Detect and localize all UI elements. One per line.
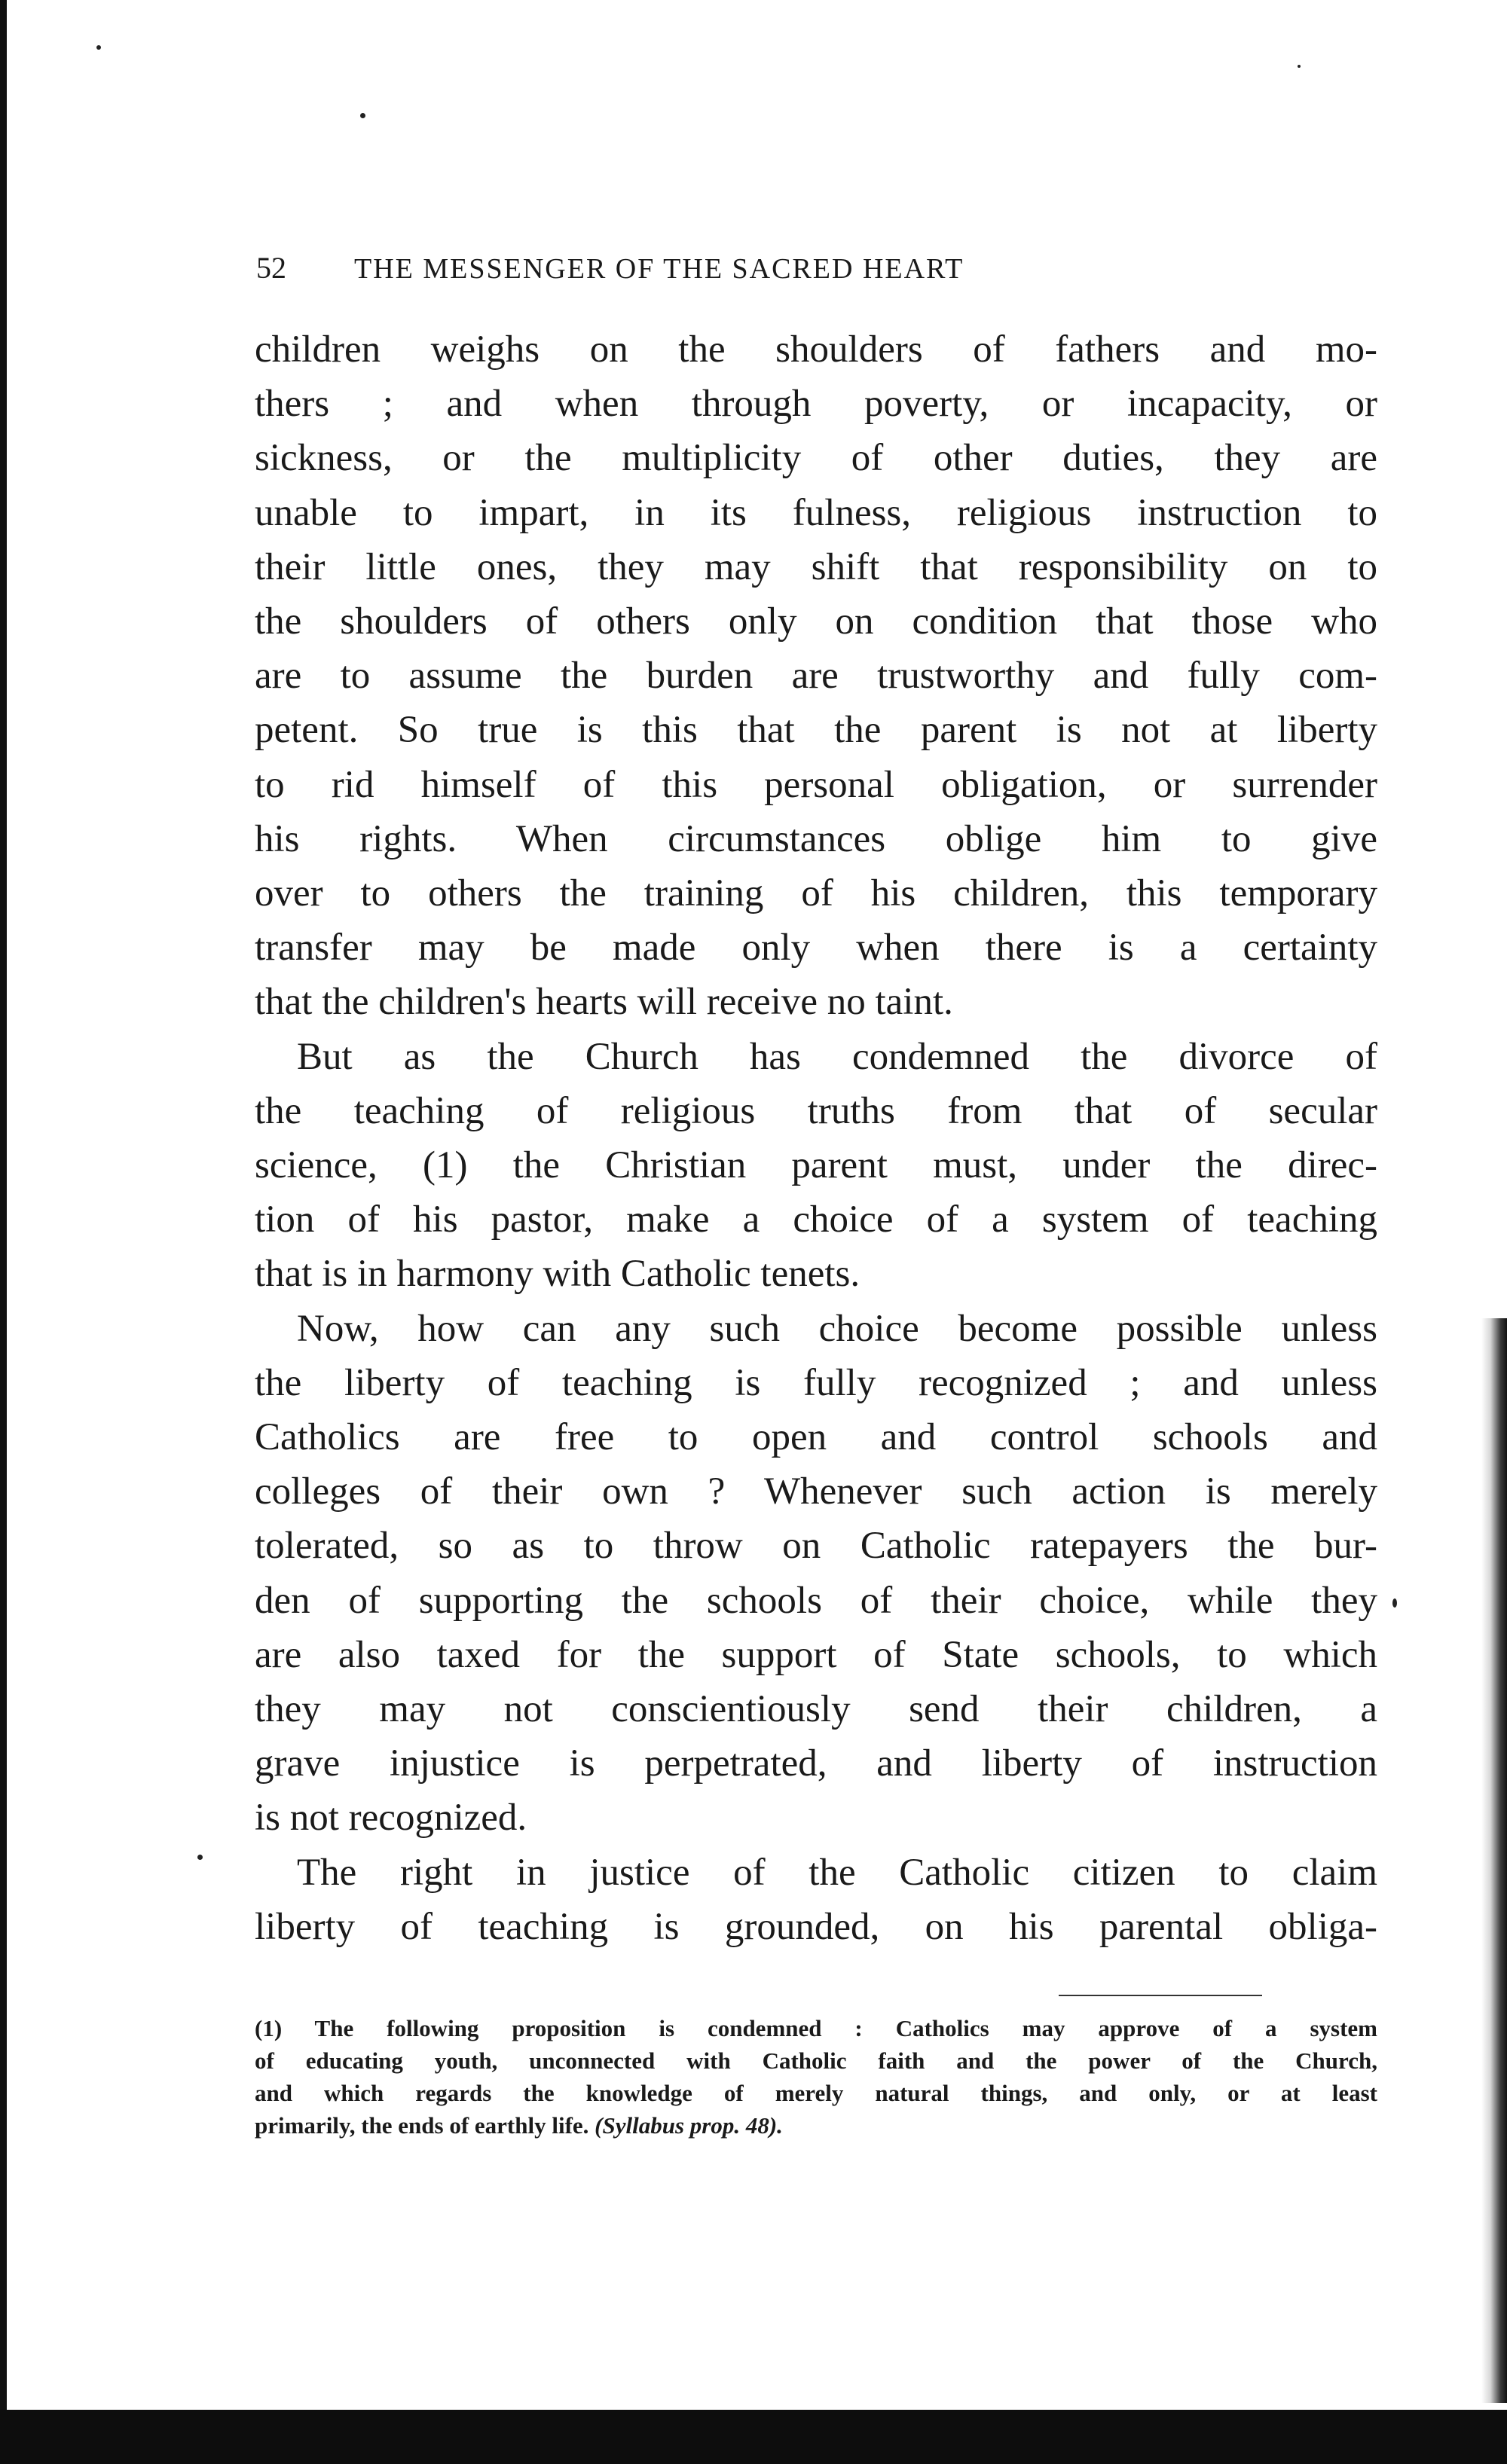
scan-speck	[360, 113, 365, 118]
text-line: liberty of teaching is grounded, on his parental obliga-	[255, 1905, 1377, 1948]
footnote-reference: (Syllabus prop. 48).	[595, 2112, 783, 2139]
text-line: science, (1) the Christian parent must, under the direc-	[255, 1144, 1377, 1187]
text-line: that the children's hearts will receive no taint.	[255, 981, 953, 1024]
scan-speck	[197, 1855, 203, 1860]
footnote-line: of educating youth, unconnected with Catholic faith and the power of the Church,	[255, 2047, 1377, 2074]
paragraph-start-line: Now, how can any such choice become possible unless	[297, 1307, 1377, 1350]
text-line: that is in harmony with Catholic tenets.	[255, 1253, 860, 1296]
footnote-line: (1) The following proposition is condemned : Catholics may approve of a system	[255, 2015, 1377, 2041]
footnote-last-line	[255, 2109, 1377, 2142]
body-text	[255, 322, 1377, 1954]
text-line: are to assume the burden are trustworthy and fully com-	[255, 655, 1377, 698]
text-line: unable to impart, in its fulness, religious instruction to	[255, 491, 1377, 534]
scan-speck	[96, 45, 101, 50]
text-line: their little ones, they may shift that responsibility on to	[255, 545, 1377, 588]
text-line: petent. So true is this that the parent is not at liberty	[255, 709, 1377, 752]
text-line: Catholics are free to open and control schools and	[255, 1416, 1377, 1459]
text-line: transfer may be made only when there is a certainty	[255, 927, 1377, 969]
text-line: his rights. When circumstances oblige him to give	[255, 817, 1377, 860]
text-line: are also taxed for the support of State schools, to which	[255, 1633, 1377, 1676]
footnote-line: and which regards the knowledge of merely natural things, and only, or at least	[255, 2080, 1377, 2106]
footnote-line: primarily, the ends of earthly life.	[255, 2112, 589, 2139]
scan-speck	[1392, 1598, 1397, 1608]
text-line: colleges of their own ? Whenever such action is merely	[255, 1470, 1377, 1513]
text-line: den of supporting the schools of their choice, while they	[255, 1579, 1377, 1622]
paragraph-start-line: But as the Church has condemned the divorce of	[297, 1035, 1377, 1078]
text-line: children weighs on the shoulders of fathers and mo-	[255, 328, 1377, 371]
text-line: grave injustice is perpetrated, and liberty of instruction	[255, 1742, 1377, 1785]
text-line: thers ; and when through poverty, or incapacity, or	[255, 383, 1377, 426]
page-number: 52	[256, 251, 286, 285]
footnote	[255, 2012, 1377, 2142]
running-title: THE MESSENGER OF THE SACRED HEART	[354, 253, 964, 285]
text-line: over to others the training of his children, this temporary	[255, 872, 1377, 915]
text-line: to rid himself of this personal obligation, or surrender	[255, 763, 1377, 806]
page-bottom-edge	[0, 2410, 1507, 2464]
text-line: sickness, or the multiplicity of other duties, they are	[255, 437, 1377, 480]
text-line: the shoulders of others only on condition that those who	[255, 600, 1377, 643]
text-line: tion of his pastor, make a choice of a system of teaching	[255, 1198, 1377, 1241]
footnote-divider	[1059, 1995, 1262, 1996]
text-line: they may not conscientiously send their children, a	[255, 1688, 1377, 1731]
text-line: the liberty of teaching is fully recognized ; and unless	[255, 1361, 1377, 1404]
running-header	[256, 250, 1266, 285]
paragraph-start-line: The right in justice of the Catholic citizen to claim	[297, 1851, 1377, 1894]
text-line: is not recognized.	[255, 1797, 527, 1840]
scan-speck	[1298, 65, 1301, 68]
page-left-edge	[0, 0, 7, 2464]
page-right-shadow	[1481, 1318, 1507, 2403]
text-line: the teaching of religious truths from that of secular	[255, 1089, 1377, 1132]
text-line: tolerated, so as to throw on Catholic ratepayers the bur-	[255, 1525, 1377, 1568]
